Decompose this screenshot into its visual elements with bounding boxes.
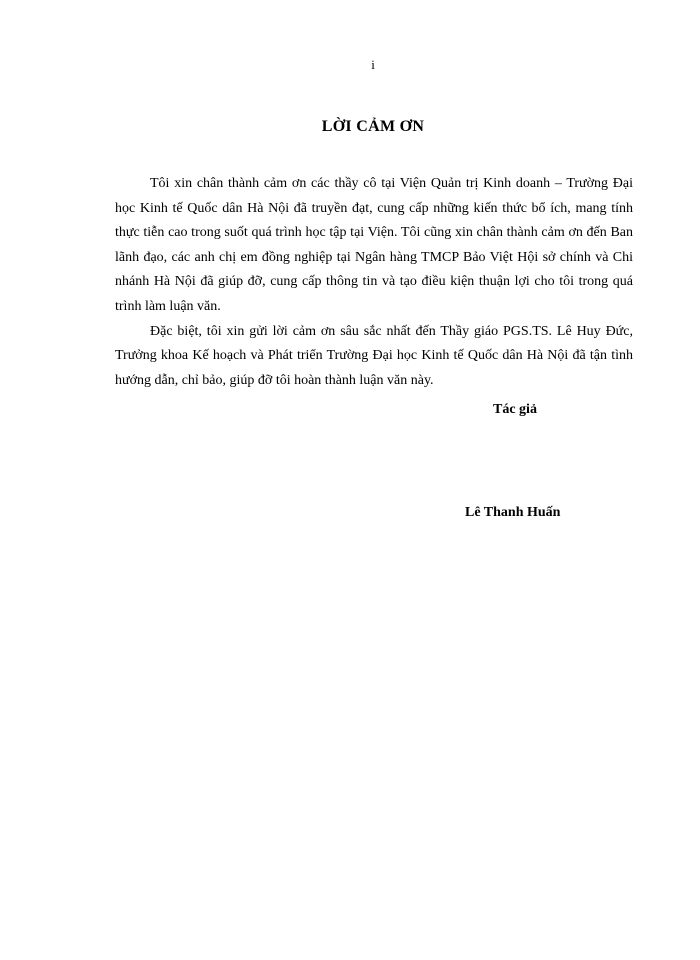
signature-name: Lê Thanh Huấn: [465, 505, 561, 520]
acknowledgement-body: [115, 172, 633, 393]
paragraph-gratitude-supervisor: Đặc biệt, tôi xin gửi lời cảm ơn sâu sắc nhất đến Thầy giáo PGS.TS. Lê Huy Đức, Trưởng khoa Kế hoạch và Phát triển Trường Đại học Kinh tế Quốc dân Hà Nội đã tận tình hướng dẫn, chỉ bảo, giúp đỡ tôi hoàn thành luận văn này.: [115, 323, 633, 388]
paragraph-gratitude-institute: Tôi xin chân thành cảm ơn các thầy cô tại Viện Quản trị Kinh doanh – Trường Đại học Kinh tế Quốc dân Hà Nội đã truyền đạt, cung cấp những kiến thức bổ ích, mang tính thực tiễn cao trong suốt quá trình học tập tại Viện. Tôi cũng xin chân thành cảm ơn đến Ban lãnh đạo, các anh chị em đồng nghiệp tại Ngân hàng TMCP Bảo Việt Hội sở chính và Chi nhánh Hà Nội đã giúp đỡ, cung cấp thông tin và tạo điều kiện thuận lợi cho tôi trong quá trình làm luận văn.: [115, 176, 633, 314]
page-number: i: [371, 57, 375, 72]
page-title: LỜI CẢM ƠN: [321, 118, 425, 135]
signature-role: Tác giả: [493, 402, 537, 417]
